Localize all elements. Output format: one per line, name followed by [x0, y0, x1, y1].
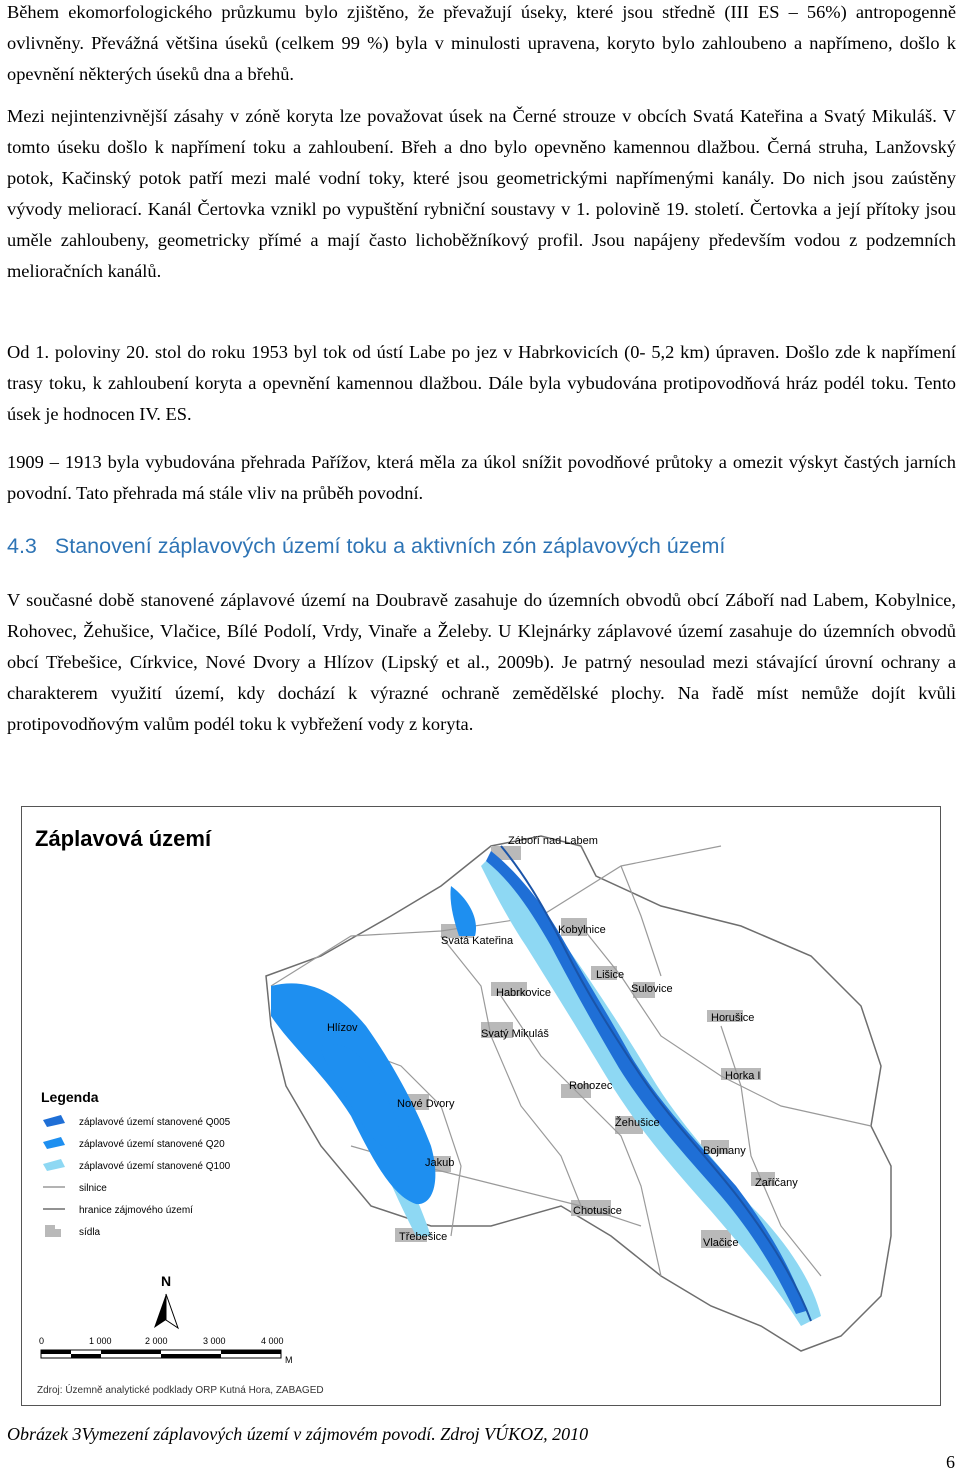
place-label: Svatý Mikuláš [481, 1028, 549, 1040]
place-label: Vlačice [703, 1237, 739, 1249]
legend-item: záplavové území stanovené Q20 [79, 1139, 225, 1150]
legend-item: záplavové území stanovené Q100 [79, 1161, 231, 1172]
section-number: 4.3 [7, 534, 37, 558]
place-label: Bojmany [703, 1145, 746, 1157]
paragraph-upravy: Od 1. poloviny 20. stol do roku 1953 byl tok od ústí Labe po jez v Habrkovicích (0- 5,2 km) úpraven. Došlo zde k napřímení trasy toku, k zahloubení koryta a opevnění kamennou dlažbou. Dále byla vybudována protipovodňová hráz podél toku. Tento úsek je hodnocen IV. ES. [7, 342, 956, 424]
place-label: Kobylnice [558, 924, 606, 936]
figure-caption: Obrázek 3Vymezení záplavových území v zájmovém povodí. Zdroj VÚKOZ, 2010 [7, 1424, 589, 1444]
legend-item: sídla [79, 1227, 101, 1238]
paragraph-zaplavove-uzemi: V současné době stanovené záplavové území na Doubravě zasahuje do územních obvodů obcí Záboří nad Labem, Kobylnice, Rohovec, Žehušice, Vlačice, Bílé Podolí, Vrdy, Vinaře a Želeby. U Klejnárky záplavové území zasahuje do územních obvodů obcí Třebešice, Církvice, Nové Dvory a Hlízov (Lipský et al., 2009b). Je patrný nesoulad mezi stávající úrovní ochrany a charakterem využití území, kdy dochází k výrazné ochraně zemědělské plochy. Na řadě míst nemůže dojít kvůli protipovodňovým valům podél toku k vybřežení vody z koryta. [7, 590, 956, 734]
place-label: Hlízov [327, 1022, 358, 1034]
section-title: Stanovení záplavových území toku a aktivních zón záplavových území [54, 534, 726, 558]
legend-item: hranice zájmového území [79, 1205, 193, 1216]
legend-item: silnice [79, 1183, 107, 1194]
place-label: Svatá Kateřina [441, 935, 514, 947]
paragraph-ekomorfologie: Během ekomorfologického průzkumu bylo zjištěno, že převažují úseky, které jsou středně (III ES – 56%) antropogenně ovlivněny. Převážná většina úseků (celkem 99 %) byla v minulosti upravena, koryto bylo zahloubeno a napřímeno, došlo k opevnění některých úseků dna a břehů. [7, 2, 956, 84]
place-label: Horušice [711, 1012, 755, 1024]
svg-text:3 000: 3 000 [203, 1336, 226, 1346]
place-label: Nové Dvory [397, 1098, 455, 1110]
map-source: Zdroj: Územně analytické podklady ORP Kutná Hora, ZABAGED [37, 1385, 324, 1396]
place-label: Sulovice [631, 983, 673, 995]
place-label: Horka I [725, 1070, 761, 1082]
place-label: Záboří nad Labem [508, 835, 598, 847]
place-label: Jakub [425, 1157, 455, 1169]
place-label: Třebešice [399, 1231, 448, 1243]
section-heading [7, 534, 725, 559]
place-label: Žehušice [615, 1117, 660, 1129]
svg-text:0: 0 [39, 1336, 45, 1346]
svg-text:2 000: 2 000 [145, 1336, 168, 1346]
place-label: Chotusice [573, 1205, 622, 1217]
svg-text:N: N [161, 1273, 172, 1289]
place-label: Zaříčany [755, 1177, 798, 1189]
svg-text:1 000: 1 000 [89, 1336, 112, 1346]
page-number: 6 [946, 1452, 955, 1472]
place-label: Lišice [596, 969, 625, 981]
place-label: Rohozec [569, 1080, 613, 1092]
legend-title: Legenda [41, 1089, 99, 1105]
map-title: Záplavová území [35, 826, 212, 851]
floodplain-map [21, 806, 941, 1406]
svg-text:M: M [285, 1355, 293, 1365]
place-label: Habrkovice [496, 987, 552, 999]
svg-text:4 000: 4 000 [261, 1336, 284, 1346]
paragraph-prehrada: 1909 – 1913 byla vybudována přehrada Pařížov, která měla za úkol snížit povodňové průtoky a omezit výskyt častých jarních povodní. Tato přehrada má stále vliv na průběh povodní. [7, 452, 956, 503]
legend-item: záplavové území stanovené Q005 [79, 1117, 231, 1128]
paragraph-zasahy: Mezi nejintenzivnější zásahy v zóně koryta lze považovat úsek na Černé strouze v obcích Svatá Kateřina a Svatý Mikuláš. V tomto úseku došlo k napřímení toku a zahloubení. Břeh a dno bylo opevněno kamennou dlažbou. Černá struha, Lanžovský potok, Kačinský potok patří mezi malé vodní toky, které jsou geometrickými napřímenými kanály. Do nich jsou zaústěny vývody meliorací. Kanál Čertovka vznikl po vypuštění rybniční soustavy v 1. polovině 19. století. Čertovka a její přítoky jsou uměle zahloubeny, geometricky přímé a mají často lichoběžníkový profil. Jsou napájeny především vodou z podzemních melioračních kanálů. [7, 106, 956, 281]
